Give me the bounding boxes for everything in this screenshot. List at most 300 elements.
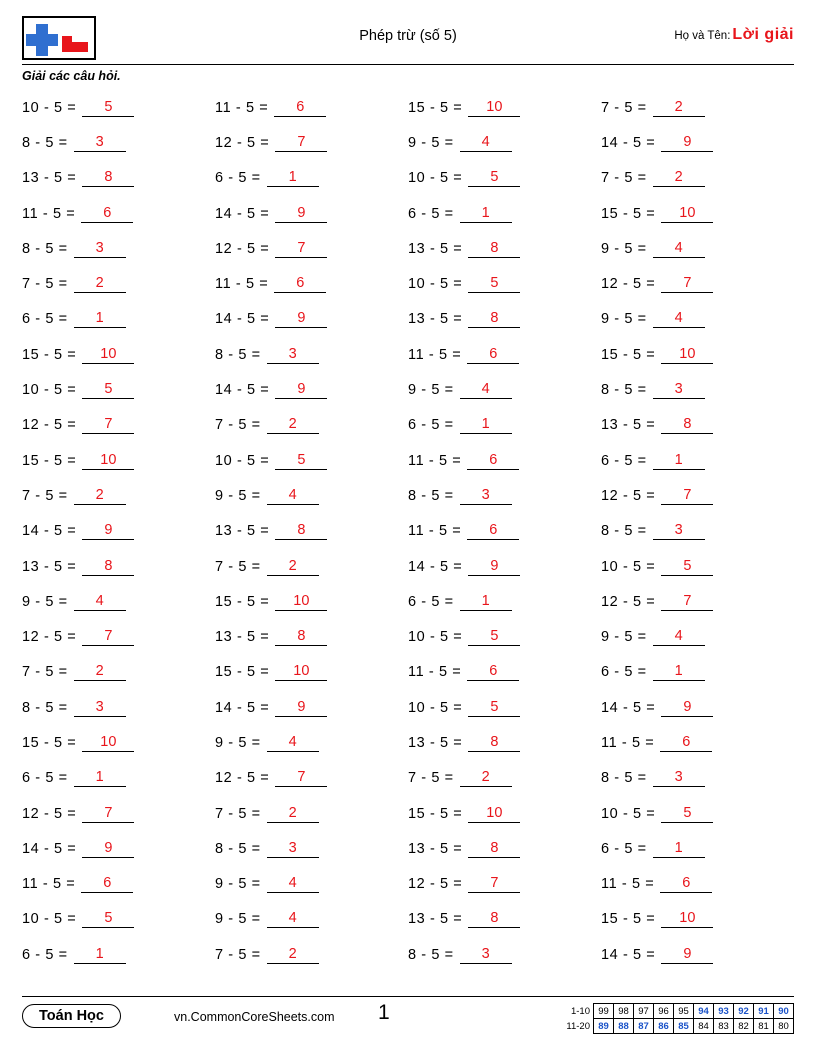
problem-expression: 14 - 5 = xyxy=(215,382,270,399)
name-label: Họ và Tên: xyxy=(674,30,731,42)
problem-expression: 12 - 5 = xyxy=(601,487,656,504)
answer-blank[interactable]: 10 xyxy=(82,734,134,752)
problem-item xyxy=(22,443,215,478)
score-cell[interactable]: 94 xyxy=(694,1004,714,1019)
problem-item xyxy=(215,443,408,478)
problem-item xyxy=(22,761,215,796)
answer-blank[interactable]: 7 xyxy=(82,805,134,823)
problem-item xyxy=(601,90,794,125)
problem-grid xyxy=(22,90,794,972)
problem-expression: 8 - 5 = xyxy=(22,240,68,257)
score-cell[interactable]: 92 xyxy=(734,1004,754,1019)
answer-blank[interactable]: 9 xyxy=(275,699,327,717)
answer-blank[interactable]: 8 xyxy=(468,734,520,752)
answer-blank[interactable]: 6 xyxy=(274,275,326,293)
score-cell[interactable]: 80 xyxy=(774,1019,794,1034)
answer-blank[interactable]: 2 xyxy=(460,769,512,787)
problem-item xyxy=(215,761,408,796)
problem-expression: 7 - 5 = xyxy=(215,558,261,575)
problem-expression: 7 - 5 = xyxy=(215,805,261,822)
problem-item xyxy=(215,302,408,337)
problem-item xyxy=(215,514,408,549)
problem-item xyxy=(22,90,215,125)
answer-blank[interactable]: 2 xyxy=(267,416,319,434)
score-cell[interactable]: 82 xyxy=(734,1019,754,1034)
subject-badge: Toán Học xyxy=(22,1004,121,1028)
answer-blank[interactable]: 2 xyxy=(74,663,126,681)
problem-expression: 9 - 5 = xyxy=(601,311,647,328)
answer-blank[interactable]: 2 xyxy=(653,99,705,117)
problem-expression: 6 - 5 = xyxy=(408,417,454,434)
answer-blank[interactable]: 1 xyxy=(460,416,512,434)
problem-item xyxy=(408,725,601,760)
problem-item xyxy=(215,266,408,301)
problem-item xyxy=(22,584,215,619)
answer-blank[interactable]: 9 xyxy=(661,134,713,152)
problem-item xyxy=(601,831,794,866)
answer-blank[interactable]: 7 xyxy=(661,487,713,505)
problem-expression: 13 - 5 = xyxy=(408,734,463,751)
answer-blank[interactable]: 3 xyxy=(653,522,705,540)
problem-expression: 15 - 5 = xyxy=(22,346,77,363)
score-cell[interactable]: 81 xyxy=(754,1019,774,1034)
answer-blank[interactable]: 10 xyxy=(275,663,327,681)
answer-blank[interactable]: 7 xyxy=(275,240,327,258)
problem-item xyxy=(215,337,408,372)
problem-item xyxy=(408,443,601,478)
worksheet-header xyxy=(22,14,794,64)
problem-item xyxy=(601,619,794,654)
problem-expression: 9 - 5 = xyxy=(215,487,261,504)
answer-blank[interactable]: 10 xyxy=(661,346,713,364)
score-row-label: 11-20 xyxy=(566,1020,590,1032)
problem-item xyxy=(601,161,794,196)
answer-blank[interactable]: 9 xyxy=(82,522,134,540)
answer-blank[interactable]: 8 xyxy=(468,240,520,258)
site-url: vn.CommonCoreSheets.com xyxy=(174,1010,335,1024)
answer-blank[interactable]: 7 xyxy=(275,134,327,152)
answer-blank[interactable]: 1 xyxy=(460,205,512,223)
answer-blank[interactable]: 4 xyxy=(653,310,705,328)
problem-item xyxy=(601,902,794,937)
problem-item xyxy=(408,584,601,619)
answer-blank[interactable]: 5 xyxy=(82,910,134,928)
problem-expression: 14 - 5 = xyxy=(215,205,270,222)
problem-item xyxy=(408,937,601,972)
answer-blank[interactable]: 8 xyxy=(468,910,520,928)
score-cell[interactable]: 85 xyxy=(674,1019,694,1034)
answer-blank[interactable]: 7 xyxy=(661,593,713,611)
problem-item xyxy=(22,302,215,337)
answer-blank[interactable]: 3 xyxy=(653,381,705,399)
problem-item xyxy=(601,372,794,407)
problem-item xyxy=(408,619,601,654)
answer-blank[interactable]: 4 xyxy=(267,910,319,928)
answer-blank[interactable]: 10 xyxy=(82,452,134,470)
problem-item xyxy=(408,302,601,337)
score-cell[interactable]: 89 xyxy=(594,1019,614,1034)
problem-expression: 6 - 5 = xyxy=(601,664,647,681)
answer-blank[interactable]: 3 xyxy=(267,840,319,858)
problem-item xyxy=(408,372,601,407)
problem-expression: 6 - 5 = xyxy=(601,452,647,469)
answer-blank[interactable]: 7 xyxy=(468,875,520,893)
problem-expression: 12 - 5 = xyxy=(601,276,656,293)
answer-blank[interactable]: 3 xyxy=(653,769,705,787)
problem-item xyxy=(601,761,794,796)
problem-expression: 9 - 5 = xyxy=(22,593,68,610)
problem-item xyxy=(601,302,794,337)
problem-expression: 13 - 5 = xyxy=(22,558,77,575)
answer-blank[interactable]: 5 xyxy=(468,169,520,187)
answer-blank[interactable]: 6 xyxy=(274,99,326,117)
problem-expression: 8 - 5 = xyxy=(601,382,647,399)
answer-blank[interactable]: 8 xyxy=(82,558,134,576)
answer-blank[interactable]: 10 xyxy=(661,205,713,223)
answer-blank[interactable]: 1 xyxy=(267,169,319,187)
problem-expression: 11 - 5 = xyxy=(215,276,269,293)
score-cell[interactable]: 93 xyxy=(714,1004,734,1019)
problem-expression: 9 - 5 = xyxy=(215,734,261,751)
answer-blank[interactable]: 9 xyxy=(661,946,713,964)
problem-item xyxy=(215,796,408,831)
answer-blank[interactable]: 2 xyxy=(267,558,319,576)
problem-expression: 12 - 5 = xyxy=(215,134,270,151)
problem-item xyxy=(215,90,408,125)
problem-item xyxy=(215,690,408,725)
problem-expression: 14 - 5 = xyxy=(601,946,656,963)
answer-blank[interactable]: 6 xyxy=(467,663,519,681)
problem-item xyxy=(408,761,601,796)
score-cell[interactable]: 95 xyxy=(674,1004,694,1019)
problem-expression: 6 - 5 = xyxy=(408,593,454,610)
problem-item xyxy=(22,549,215,584)
problem-item xyxy=(215,655,408,690)
problem-expression: 15 - 5 = xyxy=(601,205,656,222)
problem-item xyxy=(22,937,215,972)
answer-blank[interactable]: 3 xyxy=(460,487,512,505)
answer-blank[interactable]: 5 xyxy=(661,805,713,823)
problem-item xyxy=(215,549,408,584)
problem-item xyxy=(601,231,794,266)
score-cell[interactable]: 90 xyxy=(774,1004,794,1019)
answer-blank[interactable]: 3 xyxy=(74,134,126,152)
problem-expression: 11 - 5 = xyxy=(601,734,655,751)
answer-blank[interactable]: 10 xyxy=(468,805,520,823)
score-cell[interactable]: 88 xyxy=(614,1019,634,1034)
answer-blank[interactable]: 1 xyxy=(74,769,126,787)
answer-blank[interactable]: 3 xyxy=(267,346,319,364)
problem-item xyxy=(22,725,215,760)
answer-blank[interactable]: 5 xyxy=(468,275,520,293)
answer-blank[interactable]: 7 xyxy=(82,628,134,646)
score-cell[interactable]: 84 xyxy=(694,1019,714,1034)
problem-item xyxy=(601,655,794,690)
problem-expression: 11 - 5 = xyxy=(601,876,655,893)
problem-expression: 7 - 5 = xyxy=(22,276,68,293)
answer-blank[interactable]: 10 xyxy=(82,346,134,364)
problem-item xyxy=(22,408,215,443)
problem-item xyxy=(408,514,601,549)
answer-blank[interactable]: 5 xyxy=(82,381,134,399)
score-table-row xyxy=(562,1019,794,1034)
problem-expression: 7 - 5 = xyxy=(601,99,647,116)
problem-expression: 8 - 5 = xyxy=(601,523,647,540)
problem-item xyxy=(408,831,601,866)
answer-blank[interactable]: 7 xyxy=(275,769,327,787)
answer-blank[interactable]: 6 xyxy=(467,452,519,470)
answer-blank[interactable]: 5 xyxy=(275,452,327,470)
problem-expression: 13 - 5 = xyxy=(601,417,656,434)
problem-expression: 13 - 5 = xyxy=(215,629,270,646)
problem-item xyxy=(408,655,601,690)
problem-expression: 10 - 5 = xyxy=(601,558,656,575)
problem-expression: 15 - 5 = xyxy=(601,911,656,928)
problem-item xyxy=(22,337,215,372)
score-cell[interactable]: 96 xyxy=(654,1004,674,1019)
answer-blank[interactable]: 2 xyxy=(74,275,126,293)
problem-expression: 11 - 5 = xyxy=(408,523,462,540)
problem-item xyxy=(215,725,408,760)
problem-item xyxy=(22,196,215,231)
problem-item xyxy=(408,478,601,513)
problem-expression: 12 - 5 = xyxy=(408,876,463,893)
problem-expression: 11 - 5 = xyxy=(22,205,76,222)
name-value: Lời giải xyxy=(732,26,794,43)
problem-expression: 14 - 5 = xyxy=(22,840,77,857)
problem-expression: 6 - 5 = xyxy=(22,311,68,328)
answer-blank[interactable]: 7 xyxy=(82,416,134,434)
answer-blank[interactable]: 4 xyxy=(653,240,705,258)
answer-blank[interactable]: 2 xyxy=(267,805,319,823)
answer-blank[interactable]: 6 xyxy=(467,522,519,540)
problem-expression: 14 - 5 = xyxy=(601,699,656,716)
answer-blank[interactable]: 1 xyxy=(74,310,126,328)
answer-blank[interactable]: 5 xyxy=(468,699,520,717)
problem-expression: 8 - 5 = xyxy=(408,946,454,963)
problem-expression: 7 - 5 = xyxy=(22,487,68,504)
problem-expression: 14 - 5 = xyxy=(22,523,77,540)
problem-expression: 9 - 5 = xyxy=(215,876,261,893)
problem-expression: 7 - 5 = xyxy=(215,946,261,963)
problem-item xyxy=(22,831,215,866)
problem-item xyxy=(408,902,601,937)
problem-expression: 9 - 5 = xyxy=(408,382,454,399)
score-cell[interactable]: 86 xyxy=(654,1019,674,1034)
problem-expression: 11 - 5 = xyxy=(408,452,462,469)
header-divider xyxy=(22,64,794,65)
problem-item xyxy=(601,196,794,231)
problem-expression: 13 - 5 = xyxy=(408,311,463,328)
name-field-block xyxy=(674,26,794,44)
answer-blank[interactable]: 1 xyxy=(460,593,512,611)
answer-blank[interactable]: 8 xyxy=(275,628,327,646)
answer-blank[interactable]: 8 xyxy=(82,169,134,187)
problem-item xyxy=(408,796,601,831)
problem-item xyxy=(22,796,215,831)
problem-expression: 9 - 5 = xyxy=(601,240,647,257)
answer-blank[interactable]: 5 xyxy=(661,558,713,576)
problem-expression: 11 - 5 = xyxy=(408,664,462,681)
answer-blank[interactable]: 4 xyxy=(460,381,512,399)
answer-blank[interactable]: 10 xyxy=(468,99,520,117)
problem-expression: 15 - 5 = xyxy=(215,664,270,681)
score-cell[interactable]: 98 xyxy=(614,1004,634,1019)
score-cell[interactable]: 91 xyxy=(754,1004,774,1019)
problem-item xyxy=(601,690,794,725)
page-number: 1 xyxy=(378,1001,390,1024)
problem-item xyxy=(408,408,601,443)
problem-item xyxy=(601,408,794,443)
problem-expression: 12 - 5 = xyxy=(215,240,270,257)
answer-blank[interactable]: 8 xyxy=(468,310,520,328)
answer-blank[interactable]: 4 xyxy=(267,487,319,505)
problem-expression: 15 - 5 = xyxy=(215,593,270,610)
answer-blank[interactable]: 6 xyxy=(660,875,712,893)
answer-blank[interactable]: 6 xyxy=(81,875,133,893)
problem-expression: 13 - 5 = xyxy=(408,911,463,928)
problem-item xyxy=(408,867,601,902)
problem-expression: 7 - 5 = xyxy=(601,170,647,187)
problem-expression: 15 - 5 = xyxy=(22,734,77,751)
problem-expression: 9 - 5 = xyxy=(408,134,454,151)
problem-item xyxy=(215,478,408,513)
answer-blank[interactable]: 9 xyxy=(82,840,134,858)
problem-item xyxy=(408,690,601,725)
answer-blank[interactable]: 1 xyxy=(653,663,705,681)
score-cell[interactable]: 83 xyxy=(714,1019,734,1034)
problem-item xyxy=(22,266,215,301)
problem-expression: 14 - 5 = xyxy=(601,134,656,151)
answer-blank[interactable]: 3 xyxy=(460,946,512,964)
problem-item xyxy=(408,266,601,301)
problem-expression: 10 - 5 = xyxy=(22,382,77,399)
answer-blank[interactable]: 4 xyxy=(267,875,319,893)
problem-item xyxy=(22,690,215,725)
answer-blank[interactable]: 9 xyxy=(275,310,327,328)
problem-expression: 9 - 5 = xyxy=(215,911,261,928)
problem-expression: 6 - 5 = xyxy=(408,205,454,222)
problem-expression: 13 - 5 = xyxy=(408,840,463,857)
problem-expression: 7 - 5 = xyxy=(215,417,261,434)
answer-blank[interactable]: 8 xyxy=(661,416,713,434)
answer-blank[interactable]: 9 xyxy=(275,381,327,399)
problem-item xyxy=(601,478,794,513)
problem-expression: 13 - 5 = xyxy=(215,523,270,540)
problem-expression: 8 - 5 = xyxy=(601,770,647,787)
answer-blank[interactable]: 10 xyxy=(275,593,327,611)
problem-expression: 6 - 5 = xyxy=(215,170,261,187)
problem-expression: 7 - 5 = xyxy=(408,770,454,787)
answer-blank[interactable]: 8 xyxy=(275,522,327,540)
footer-divider xyxy=(22,996,794,997)
answer-blank[interactable]: 9 xyxy=(275,205,327,223)
problem-item xyxy=(601,337,794,372)
problem-expression: 14 - 5 = xyxy=(215,311,270,328)
problem-expression: 11 - 5 = xyxy=(408,346,462,363)
problem-expression: 12 - 5 = xyxy=(22,417,77,434)
problem-expression: 13 - 5 = xyxy=(22,170,77,187)
problem-item xyxy=(215,902,408,937)
answer-blank[interactable]: 1 xyxy=(74,946,126,964)
problem-expression: 14 - 5 = xyxy=(408,558,463,575)
answer-blank[interactable]: 4 xyxy=(74,593,126,611)
problem-expression: 6 - 5 = xyxy=(22,946,68,963)
problem-item xyxy=(408,231,601,266)
answer-blank[interactable]: 9 xyxy=(468,558,520,576)
problem-expression: 8 - 5 = xyxy=(22,134,68,151)
problem-item xyxy=(601,867,794,902)
answer-blank[interactable]: 1 xyxy=(653,452,705,470)
problem-item xyxy=(215,231,408,266)
answer-blank[interactable]: 8 xyxy=(468,840,520,858)
answer-blank[interactable]: 3 xyxy=(74,240,126,258)
problem-expression: 15 - 5 = xyxy=(408,99,463,116)
problem-expression: 8 - 5 = xyxy=(215,840,261,857)
answer-blank[interactable]: 10 xyxy=(661,910,713,928)
score-cell[interactable]: 97 xyxy=(634,1004,654,1019)
answer-blank[interactable]: 1 xyxy=(653,840,705,858)
problem-item xyxy=(22,161,215,196)
problem-expression: 10 - 5 = xyxy=(22,99,77,116)
answer-blank[interactable]: 5 xyxy=(468,628,520,646)
problem-item xyxy=(22,514,215,549)
answer-blank[interactable]: 2 xyxy=(653,169,705,187)
score-cell[interactable]: 87 xyxy=(634,1019,654,1034)
problem-expression: 14 - 5 = xyxy=(215,699,270,716)
problem-expression: 11 - 5 = xyxy=(22,876,76,893)
problem-expression: 15 - 5 = xyxy=(601,346,656,363)
answer-blank[interactable]: 6 xyxy=(660,734,712,752)
problem-item xyxy=(215,196,408,231)
problem-item xyxy=(408,161,601,196)
score-table xyxy=(562,1003,795,1034)
problem-item xyxy=(215,372,408,407)
answer-blank[interactable]: 6 xyxy=(467,346,519,364)
answer-blank[interactable]: 4 xyxy=(653,628,705,646)
problem-expression: 6 - 5 = xyxy=(601,840,647,857)
problem-item xyxy=(215,937,408,972)
problem-item xyxy=(408,196,601,231)
answer-blank[interactable]: 7 xyxy=(661,275,713,293)
answer-blank[interactable]: 2 xyxy=(267,946,319,964)
worksheet-footer xyxy=(22,996,794,1042)
answer-blank[interactable]: 3 xyxy=(74,699,126,717)
problem-expression: 7 - 5 = xyxy=(22,664,68,681)
problem-expression: 9 - 5 = xyxy=(601,629,647,646)
problem-item xyxy=(408,90,601,125)
problem-item xyxy=(601,266,794,301)
answer-blank[interactable]: 2 xyxy=(74,487,126,505)
answer-blank[interactable]: 4 xyxy=(267,734,319,752)
problem-expression: 15 - 5 = xyxy=(408,805,463,822)
instructions-text: Giải các câu hỏi. xyxy=(22,69,121,83)
problem-expression: 15 - 5 = xyxy=(22,452,77,469)
problem-item xyxy=(601,937,794,972)
problem-expression: 6 - 5 = xyxy=(22,770,68,787)
score-cell[interactable]: 99 xyxy=(594,1004,614,1019)
problem-expression: 8 - 5 = xyxy=(215,346,261,363)
problem-item xyxy=(408,125,601,160)
problem-item xyxy=(22,372,215,407)
problem-item xyxy=(601,443,794,478)
answer-blank[interactable]: 5 xyxy=(82,99,134,117)
answer-blank[interactable]: 9 xyxy=(661,699,713,717)
answer-blank[interactable]: 4 xyxy=(460,134,512,152)
answer-blank[interactable]: 6 xyxy=(81,205,133,223)
problem-item xyxy=(215,408,408,443)
problem-item xyxy=(215,584,408,619)
